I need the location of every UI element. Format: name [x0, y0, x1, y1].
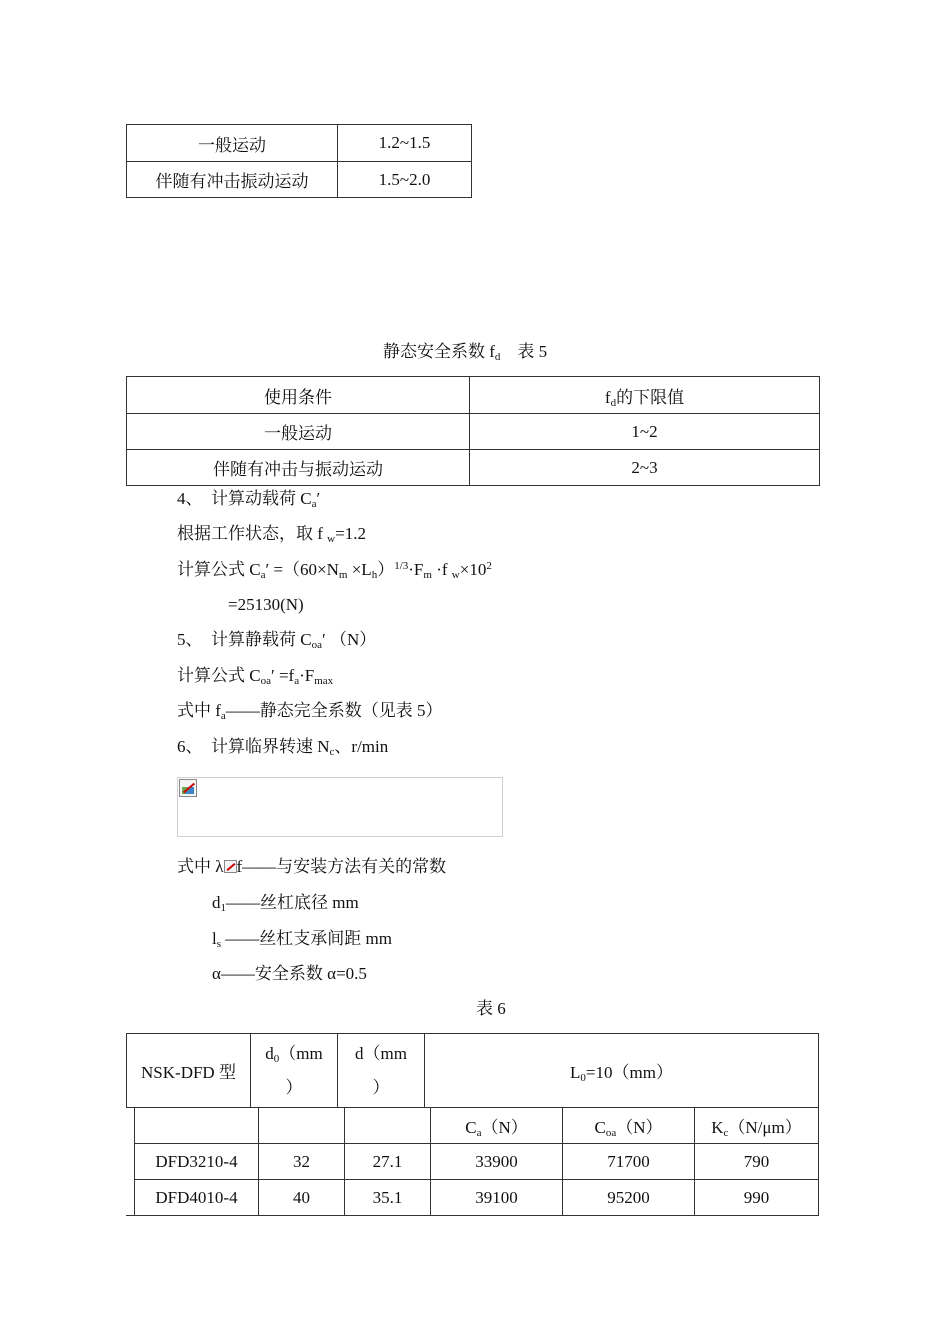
table-cell: 1.5~2.0 [338, 162, 472, 198]
header-model: NSK-DFD 型 [127, 1034, 251, 1108]
table-cell: 1.2~1.5 [338, 125, 472, 162]
section6-d1: $d_1——$丝杠底径 mm [212, 893, 359, 914]
table-cell: 990 [695, 1180, 819, 1216]
table-row [127, 414, 820, 450]
section6-ls: $l_s$ ——丝杠支承间距 mm [212, 929, 392, 950]
section4-working-factor: 根据工作状态，取 f $_w$=1.2 [177, 524, 366, 545]
broken-image-icon [224, 860, 237, 873]
table6-caption: 表 6 [476, 999, 506, 1018]
section6-heading: 6、 计算临界转速 $N_c$、r/min [177, 737, 389, 758]
static-safety-table [126, 376, 820, 486]
broken-image-icon [179, 779, 197, 797]
table-row [127, 162, 472, 198]
table-header-row [127, 377, 820, 414]
header-condition: 使用条件 [127, 377, 470, 414]
section4-formula: 计算公式 $C_a' =(60\times N_m \times L_h)^{1/3}\cdot F_m \cdot f$ $_w\times 10^2$ [177, 560, 492, 581]
table6-header [126, 1033, 819, 1108]
table-cell: DFD4010-4 [135, 1180, 259, 1216]
header-d: d（mm ） [338, 1034, 425, 1108]
table-cell: 伴随有冲击振动运动 [127, 162, 338, 198]
table-cell: 35.1 [345, 1180, 431, 1216]
table-cell: 2~3 [470, 450, 820, 486]
header-d0: $d_0(mm$ ） [251, 1034, 338, 1108]
table-cell: 一般运动 [127, 125, 338, 162]
section5-heading: 5、 计算静载荷 $C_{oa}'$ （N） [177, 630, 377, 651]
load-factor-table [126, 124, 472, 198]
header-lower-limit: $f_d$的下限值 [470, 377, 820, 414]
table-header-row [127, 1034, 819, 1108]
table-cell: 1~2 [470, 414, 820, 450]
formula-image-placeholder [177, 777, 503, 837]
table-cell: 27.1 [345, 1144, 431, 1180]
table-row [135, 1180, 819, 1216]
section4-result: =25130(N) [228, 595, 304, 614]
table6-body [134, 1107, 819, 1216]
table-cell [259, 1108, 345, 1144]
table-cell: 71700 [563, 1144, 695, 1180]
table5-caption: 静态安全系数 $f_d$ 表 5 [383, 342, 548, 363]
table-cell: 33900 [431, 1144, 563, 1180]
table-row [127, 450, 820, 486]
section6-alpha: α——安全系数 α=0.5 [212, 964, 367, 983]
table-cell [135, 1108, 259, 1144]
header-l0: $L_0=10(mm)$ [425, 1034, 819, 1108]
table-cell: 32 [259, 1144, 345, 1180]
table-cell: 40 [259, 1180, 345, 1216]
table-cell [345, 1108, 431, 1144]
header-kc: $K_c(N/\mu m)$ [695, 1108, 819, 1144]
table-row [127, 125, 472, 162]
section5-formula: 计算公式 $C_{oa}' =f_a\cdot F_{max}$ [177, 666, 334, 687]
table-cell: 95200 [563, 1180, 695, 1216]
table-subheader-row [135, 1108, 819, 1144]
table-cell: 伴随有冲击与振动运动 [127, 450, 470, 486]
table-cell: DFD3210-4 [135, 1144, 259, 1180]
section5-note: 式中 $f_a——$静态完全系数（见表 5） [177, 701, 443, 722]
table-cell: 一般运动 [127, 414, 470, 450]
table-row [135, 1144, 819, 1180]
section6-note: 式中 λ f——与安装方法有关的常数 [177, 857, 447, 876]
header-ca: $C_a(N)$ [431, 1108, 563, 1144]
header-coa: $C_{oa}(N)$ [563, 1108, 695, 1144]
table-cell: 39100 [431, 1180, 563, 1216]
section4-heading: 4、 计算动载荷 $C_a'$ [177, 489, 321, 510]
table-cell: 790 [695, 1144, 819, 1180]
table-divider [126, 1215, 134, 1216]
